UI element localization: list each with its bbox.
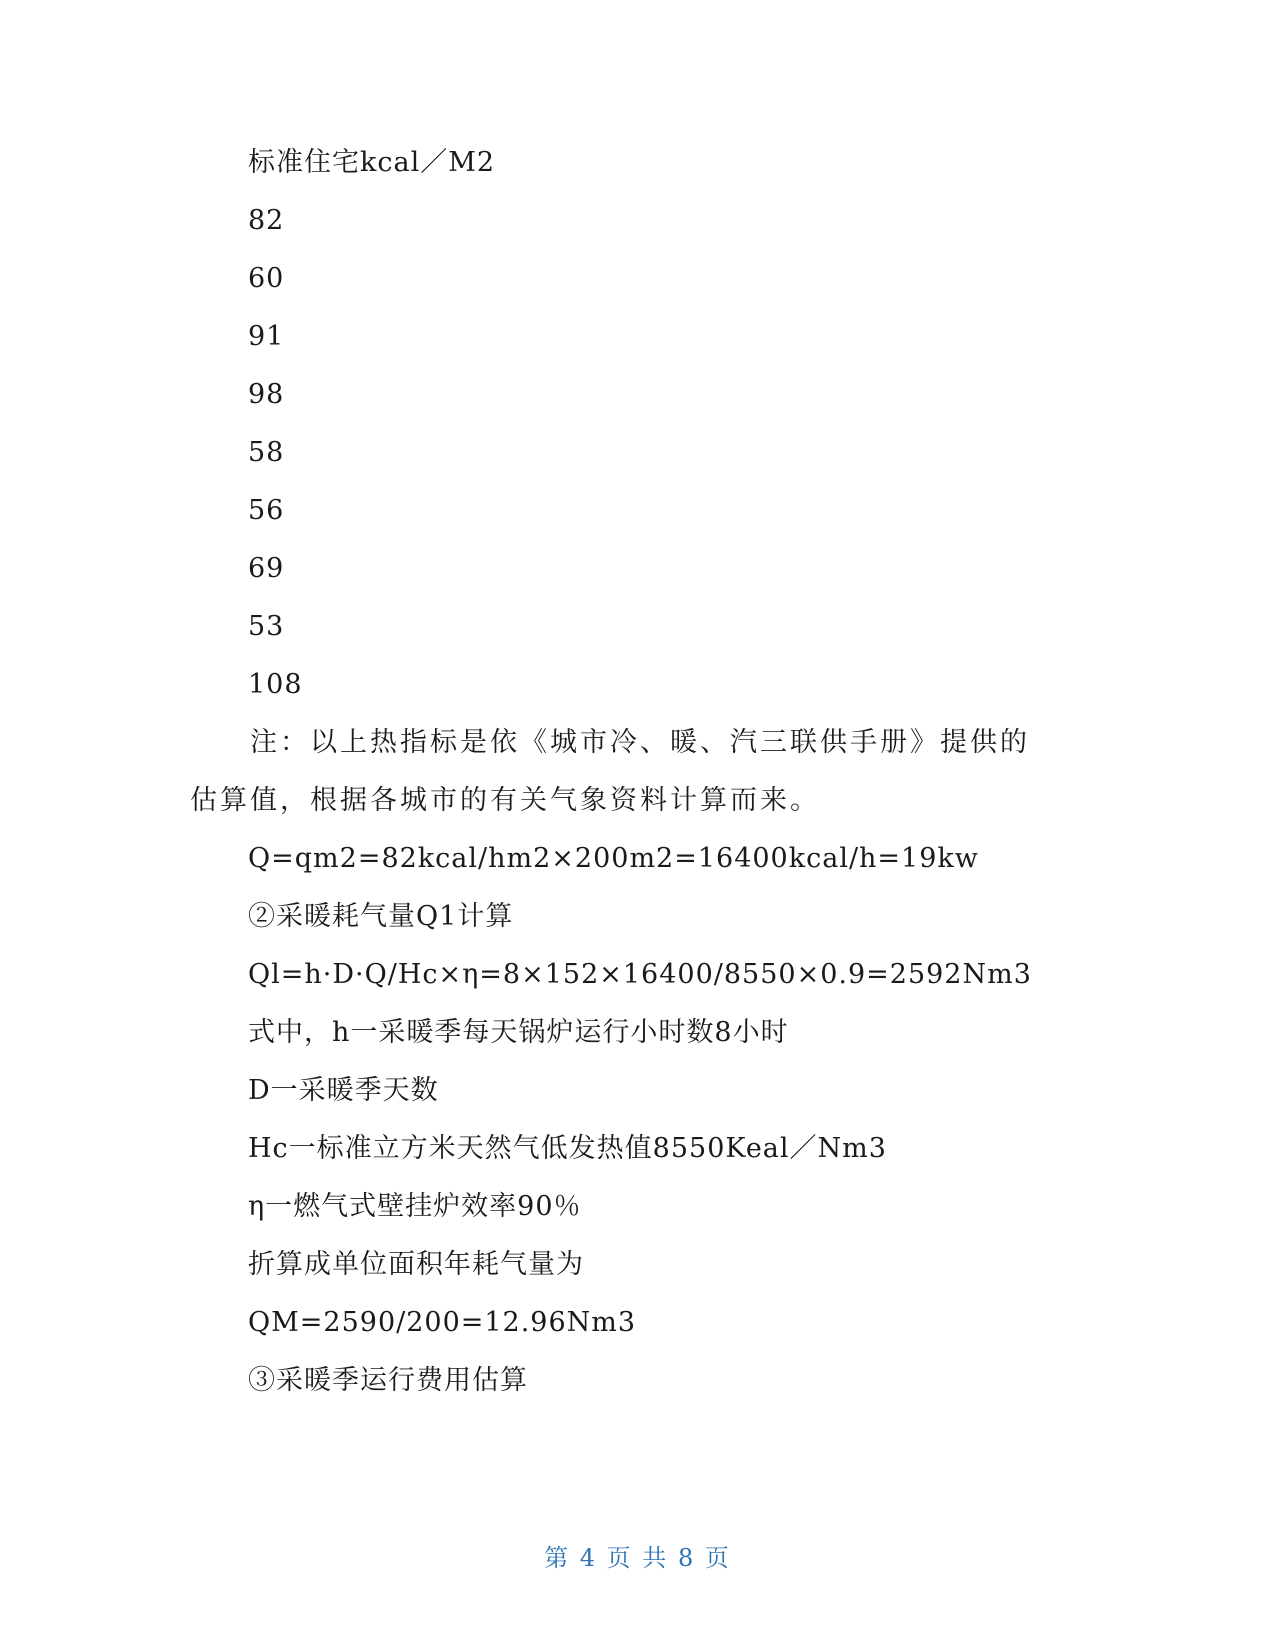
text-line-definition: Hc一标准立方米天然气低发热值8550Keal／Nm3 [248, 1133, 887, 1164]
text-line-conversion: 折算成单位面积年耗气量为 [248, 1249, 584, 1280]
text-line-value: 60 [248, 263, 285, 294]
text-line-definition: 式中，h一采暖季每天锅炉运行小时数8小时 [248, 1017, 789, 1048]
text-line-formula-q1: Ql=h·D·Q/Hc×η=8×152×16400/8550×0.9=2592Nm3 [248, 959, 1032, 990]
text-line-definition: η一燃气式壁挂炉效率90％ [248, 1191, 582, 1222]
page-number-footer: 第 4 页 共 8 页 [544, 1544, 731, 1572]
text-line-value: 91 [248, 321, 285, 352]
text-line-formula-qm: QM=2590/200=12.96Nm3 [248, 1307, 637, 1338]
text-line-value: 108 [248, 669, 303, 700]
text-line-value: 56 [248, 495, 285, 526]
text-line-section-heading: ②采暖耗气量Q1计算 [248, 901, 514, 932]
text-line-value: 58 [248, 437, 285, 468]
text-line-value: 53 [248, 611, 285, 642]
text-line-heat-index-header: 标准住宅kcal／M2 [248, 147, 496, 178]
text-line-note-continued: 估算值，根据各城市的有关气象资料计算而来。 [190, 785, 820, 816]
text-line-note: 注：以上热指标是依《城市冷、暖、汽三联供手册》提供的 [250, 727, 1030, 758]
text-line-value: 82 [248, 205, 285, 236]
text-line-section-heading: ③采暖季运行费用估算 [248, 1365, 528, 1396]
text-line-value: 69 [248, 553, 285, 584]
text-line-value: 98 [248, 379, 285, 410]
text-line-definition: D一采暖季天数 [248, 1075, 439, 1106]
text-line-formula-q: Q=qm2=82kcal/hm2×200m2=16400kcal/h=19kw [248, 843, 979, 874]
